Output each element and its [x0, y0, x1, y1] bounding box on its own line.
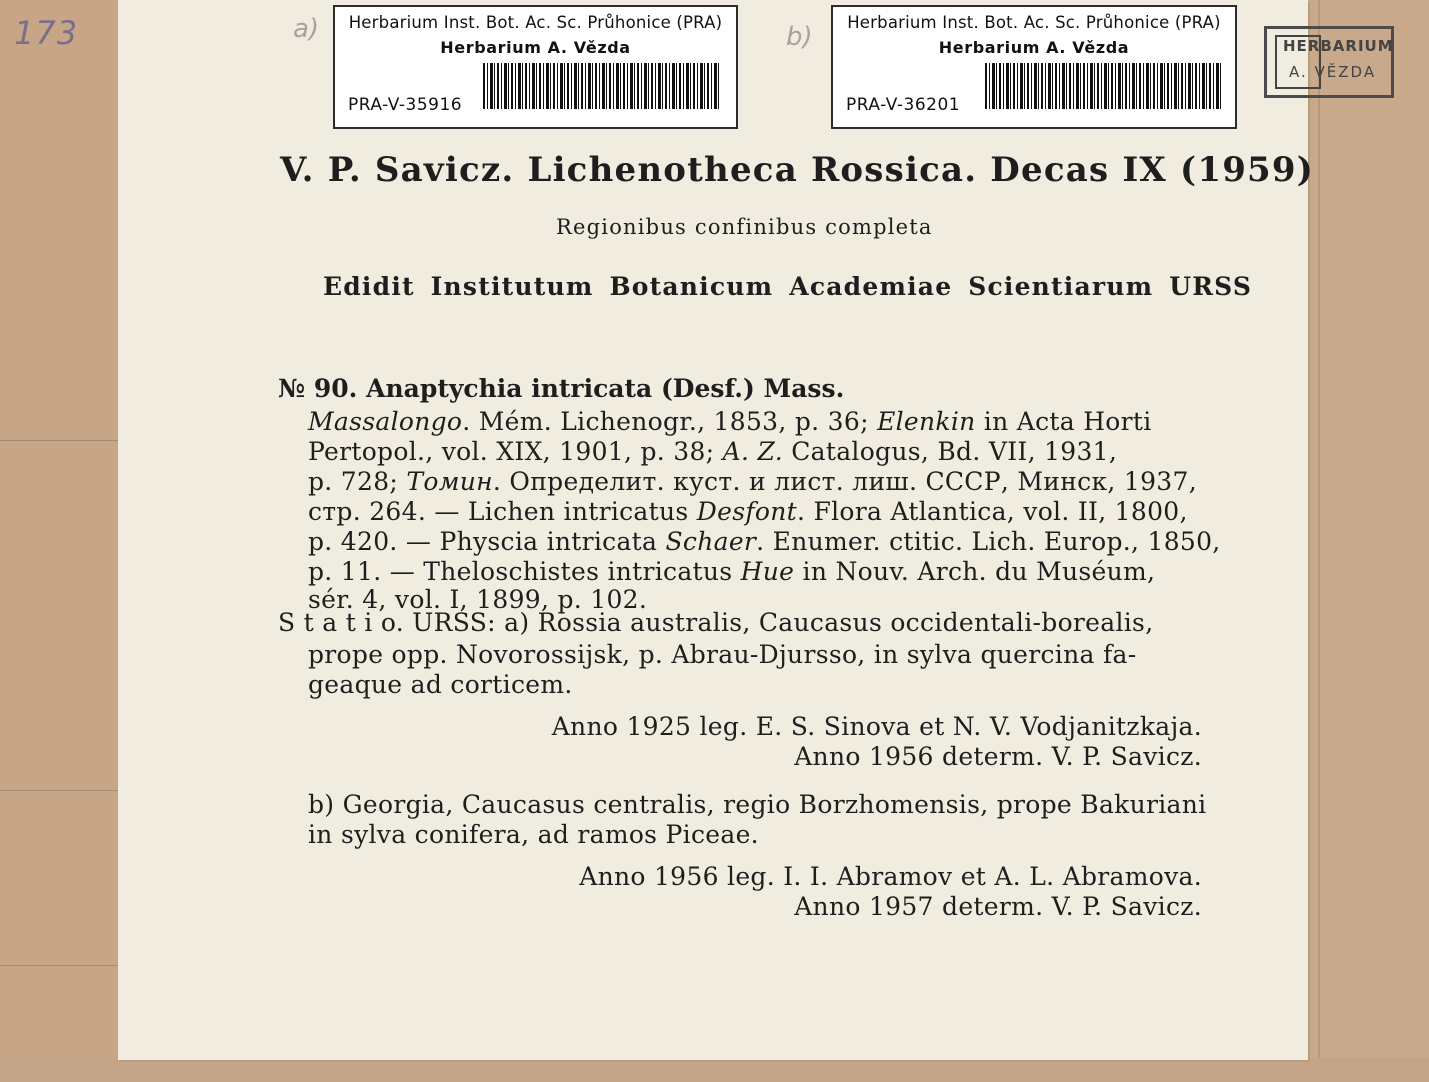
publisher-line: Edidit Institutum Botanicum Academiae Scientiarum URSS — [323, 272, 1253, 301]
reference-line — [308, 407, 1152, 436]
reference-text: p. 728; — [308, 467, 407, 496]
reference-author: Schaer — [665, 527, 757, 556]
barcode-icon — [483, 63, 721, 109]
reference-author: Elenkin — [877, 407, 976, 436]
label-specimen-id: PRA-V-36201 — [846, 95, 961, 115]
reference-text: p. 420. — Physcia intricata — [308, 527, 666, 556]
collector-b: Anno 1956 leg. I. I. Abramov et A. L. Abramova. — [579, 862, 1202, 891]
reference-text: sér. 4, vol. I, 1899, p. 102. — [308, 585, 648, 614]
reference-text: . Enumer. ctitic. Lich. Europ., 1850, — [756, 527, 1221, 556]
reference-text: p. 11. — Theloschistes intricatus — [308, 557, 741, 586]
page-title: V. P. Savicz. Lichenotheca Rossica. Decas IX (1959) — [280, 150, 1315, 190]
reference-text: стр. 264. — Lichen intricatus — [308, 497, 697, 526]
reference-line — [308, 557, 1155, 586]
board-crease — [0, 790, 118, 791]
reference-line — [308, 497, 1188, 526]
herbarium-label-a — [333, 5, 738, 129]
reference-text: Catalogus, Bd. VII, 1931, — [782, 437, 1118, 466]
statio-label: S t a t i o. — [278, 608, 405, 637]
pencil-mark-a: a) — [293, 14, 320, 44]
board-crease — [0, 440, 118, 441]
reference-text: in Acta Horti — [975, 407, 1152, 436]
margin-note: 173 — [14, 14, 79, 52]
barcode-icon — [985, 63, 1221, 109]
statio-line-1 — [278, 608, 1153, 637]
reference-author: Massalongo — [308, 407, 463, 436]
statio-b-line-1: b) Georgia, Caucasus centralis, regio Borzhomensis, prope Bakuriani — [308, 790, 1207, 819]
species-heading: № 90. Anaptychia intricata (Desf.) Mass. — [278, 374, 845, 403]
label-collection: Herbarium A. Vězda — [938, 38, 1130, 57]
statio-b-line-2: in sylva conifera, ad ramos Piceae. — [308, 820, 759, 849]
determiner-b: Anno 1957 determ. V. P. Savicz. — [794, 892, 1202, 921]
reference-text: in Nouv. Arch. du Muséum, — [794, 557, 1156, 586]
reference-author: Томин — [406, 467, 493, 496]
reference-line — [308, 437, 1117, 466]
determiner-a: Anno 1956 determ. V. P. Savicz. — [794, 742, 1202, 771]
reference-line — [308, 467, 1197, 496]
stamp-line-2: A. VĚZDA — [1289, 63, 1377, 81]
stamp-line-1: HERBARIUM — [1283, 37, 1394, 55]
statio-line-3: geaque ad corticem. — [308, 670, 573, 699]
statio-line-2: prope opp. Novorossijsk, p. Abrau-Djursso, in sylva quercina fa- — [308, 640, 1137, 669]
reference-author: Hue — [740, 557, 795, 586]
label-institution: Herbarium Inst. Bot. Ac. Sc. Průhonice (PRA) — [348, 13, 723, 32]
reference-line — [308, 527, 1221, 556]
reference-text: . Mém. Lichenogr., 1853, p. 36; — [462, 407, 878, 436]
reference-text: . Определит. куст. и лист. лиш. СССР, Минск, 1937, — [492, 467, 1197, 496]
printed-sheet — [118, 0, 1315, 1060]
board-crease — [0, 965, 118, 966]
label-specimen-id: PRA-V-35916 — [348, 95, 463, 115]
reference-text: . Flora Atlantica, vol. II, 1800, — [796, 497, 1188, 526]
label-institution: Herbarium Inst. Bot. Ac. Sc. Průhonice (PRA) — [847, 13, 1221, 32]
reference-text: Pertopol., vol. XIX, 1901, p. 38; — [308, 437, 723, 466]
page-subtitle: Regionibus confinibus completa — [556, 215, 933, 239]
reference-author: A. Z. — [722, 437, 783, 466]
pencil-mark-b: b) — [786, 22, 813, 52]
left-board-strip — [0, 0, 118, 1082]
reference-author: Desfont — [696, 497, 797, 526]
collector-a: Anno 1925 leg. E. S. Sinova et N. V. Vodjanitzkaja. — [551, 712, 1202, 741]
herbarium-label-b — [831, 5, 1237, 129]
herbarium-stamp — [1264, 26, 1394, 98]
bottom-board-strip — [0, 1058, 1429, 1082]
statio-a-text-1: URSS: a) Rossia australis, Caucasus occidentali-borealis, — [412, 608, 1154, 637]
label-collection: Herbarium A. Vězda — [440, 38, 631, 57]
right-board-strip — [1318, 0, 1429, 1082]
